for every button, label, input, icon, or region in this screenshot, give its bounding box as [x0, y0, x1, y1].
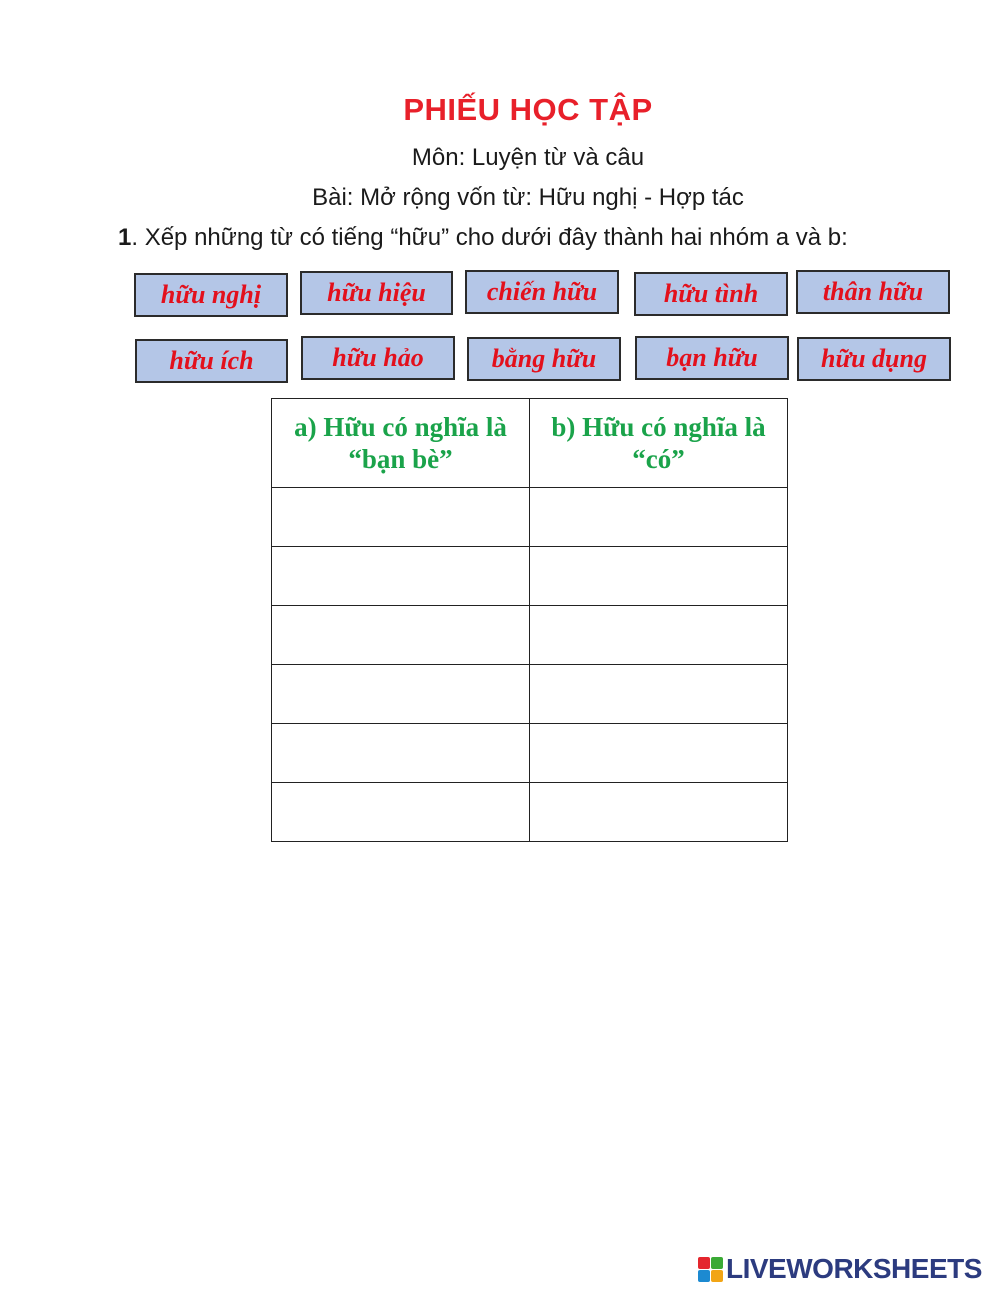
- table-header-row: [272, 399, 788, 488]
- table-row: [272, 488, 788, 547]
- drop-cell-a[interactable]: [272, 783, 530, 842]
- logo-tile: [711, 1257, 723, 1269]
- logo-tile: [698, 1270, 710, 1282]
- word-chip[interactable]: hữu hảo: [301, 336, 455, 380]
- word-chip[interactable]: bạn hữu: [635, 336, 789, 380]
- word-chip[interactable]: hữu nghị: [134, 273, 288, 317]
- word-chip[interactable]: hữu hiệu: [300, 271, 453, 315]
- subject-line: Môn: Luyện từ và câu: [411, 144, 645, 171]
- task-text: . Xếp những từ có tiếng “hữu” cho dưới đây thành hai nhóm a và b:: [131, 224, 848, 251]
- word-chip[interactable]: hữu ích: [135, 339, 288, 383]
- drop-cell-a[interactable]: [272, 724, 530, 783]
- lesson-line: Bài: Mở rộng vốn từ: Hữu nghị - Hợp tác: [312, 184, 744, 211]
- word-chip[interactable]: chiến hữu: [465, 270, 619, 314]
- drop-cell-b[interactable]: [530, 547, 788, 606]
- drop-cell-a[interactable]: [272, 547, 530, 606]
- table-row: [272, 724, 788, 783]
- table-row: [272, 783, 788, 842]
- liveworksheets-brand: [698, 1253, 982, 1285]
- drop-cell-a[interactable]: [272, 488, 530, 547]
- word-chip[interactable]: hữu tình: [634, 272, 788, 316]
- drop-cell-a[interactable]: [272, 665, 530, 724]
- drop-cell-b[interactable]: [530, 783, 788, 842]
- liveworksheets-logo-icon: [698, 1257, 723, 1282]
- drop-cell-b[interactable]: [530, 606, 788, 665]
- table-row: [272, 606, 788, 665]
- column-header-b: b) Hữu có nghĩa là “có”: [530, 399, 788, 488]
- logo-tile: [711, 1270, 723, 1282]
- logo-tile: [698, 1257, 710, 1269]
- word-chip[interactable]: hữu dụng: [797, 337, 951, 381]
- page-title: PHIẾU HỌC TẬP: [403, 92, 653, 127]
- drop-cell-b[interactable]: [530, 488, 788, 547]
- word-chip[interactable]: thân hữu: [796, 270, 950, 314]
- drop-cell-b[interactable]: [530, 724, 788, 783]
- column-header-a: a) Hữu có nghĩa là “bạn bè”: [272, 399, 530, 488]
- word-chip[interactable]: bằng hữu: [467, 337, 621, 381]
- table-row: [272, 665, 788, 724]
- task-instruction: [118, 224, 848, 252]
- task-number: 1: [118, 224, 132, 251]
- brand-wordmark: LIVEWORKSHEETS: [726, 1253, 982, 1284]
- table-row: [272, 547, 788, 606]
- drop-cell-a[interactable]: [272, 606, 530, 665]
- drop-cell-b[interactable]: [530, 665, 788, 724]
- answer-table: [271, 398, 788, 842]
